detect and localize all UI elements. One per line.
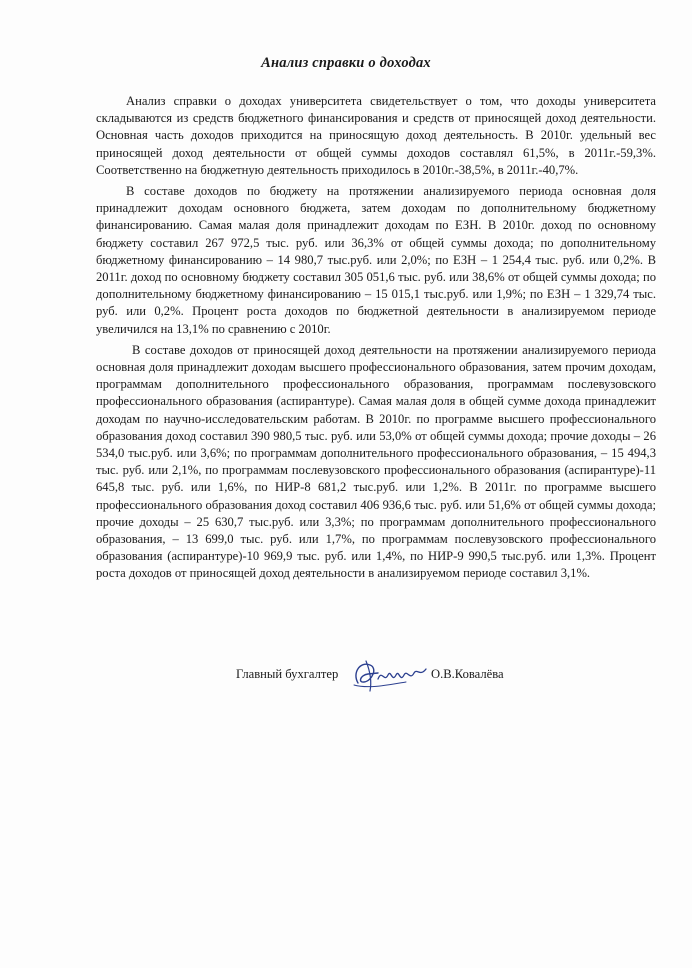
- signature-block: [236, 655, 566, 695]
- document-body: [96, 93, 656, 587]
- paragraph-budget-income: В составе доходов по бюджету на протяжении анализируемого периода основная доля принадлежит доходам основного бюджета, затем доходам по дополнительному бюджетному финансированию. Самая малая доля принадлежит доходам по ЕЗН. В 2010г. доход по основному бюджету составил 267 972,5 тыс. руб. или 36,3% от общей суммы дохода; по дополнительному бюджетному финансированию – 14 980,7 тыс.руб. или 2,0%; по ЕЗН – 1 254,4 тыс. руб. или 0,2%. В 2011г. доход по основному бюджету составил 305 051,6 тыс. руб. или 38,6% от общей суммы дохода; по дополнительному бюджетному финансированию – 15 015,1 тыс.руб. или 1,9%; по ЕЗН – 1 329,74 тыс. руб. или 0,2%. Процент роста доходов по бюджетной деятельности в анализируемом периоде увеличился на 13,1% по сравнению с 2010г.: [96, 184, 656, 336]
- document-title: Анализ справки о доходах: [261, 55, 431, 71]
- paragraph-commercial-income: В составе доходов от приносящей доход деятельности на протяжении анализируемого периода основная доля принадлежит доходам высшего профессионального образования, затем прочим доходам, программам дополнительного профессионального образования, программам послевузовского профессионального образования (аспирантуре). Самая малая доля в общей сумме дохода принадлежит доходам по научно-исследовательским работам. В 2010г. по программе высшего профессионального образования доход составил 390 980,5 тыс. руб. или 53,0% от общей суммы дохода; прочие доходы – 26 534,0 тыс.руб. или 3,6%; по программам дополнительного профессионального образования, – 15 494,3 тыс. руб. или 2,1%, по программам послевузовского профессионального образования (аспирантуре)-11 645,8 тыс. руб. или 1,6%, по НИР-8 681,2 тыс.руб. или 1,2%. В 2011г. по программе высшего профессионального образования доход составил 406 936,6 тыс. руб. или 51,6% от общей суммы дохода; прочие доходы – 25 630,7 тыс.руб. или 3,3%; по программам дополнительного профессионального образования, – 13 699,0 тыс. руб. или 1,7%, по программам послевузовского профессионального образования (аспирантуре)-10 969,9 тыс. руб. или 1,4%, по НИР-9 990,5 тыс.руб. или 1,3%. Процент роста доходов от приносящей доход деятельности в анализируемом периоде составил 3,1%.: [96, 342, 656, 581]
- signatory-position: Главный бухгалтер: [236, 667, 339, 681]
- paragraph-income-overview: Анализ справки о доходах университета свидетельствует о том, что доходы университета складываются из средств бюджетного финансирования и средств от приносящей доход деятельности. Основная часть доходов приходится на приносящую доход деятельность. В 2010г. удельный вес приносящей доход деятельности от общей суммы доходов составлял 61,5%, в 2011г.-59,3%. Соответственно на бюджетную деятельность приходилось в 2010г.-38,5%, в 2011г.-40,7%.: [96, 94, 656, 177]
- signatory-name: О.В.Ковалёва: [431, 667, 504, 681]
- handwritten-signature: [348, 655, 438, 695]
